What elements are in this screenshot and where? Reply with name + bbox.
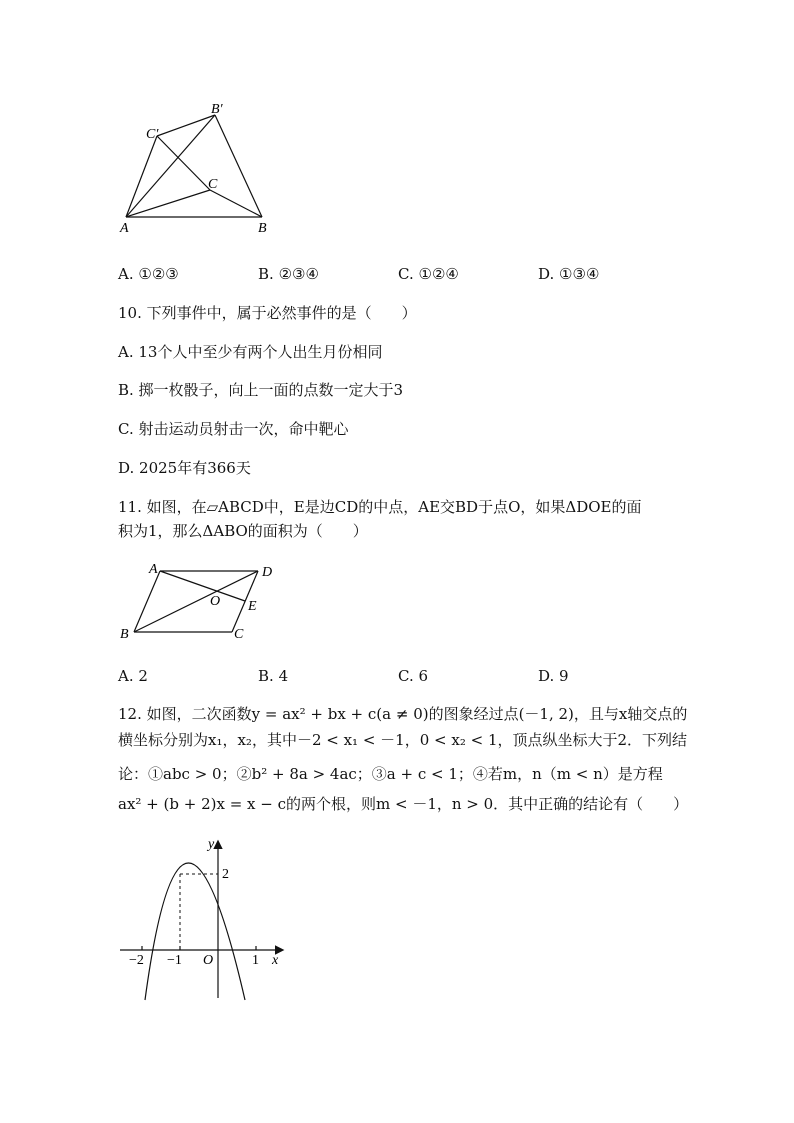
x-axis-label: x	[272, 953, 279, 968]
tick-label-1: 1	[252, 953, 259, 968]
option-c[interactable]: C. 6	[398, 667, 429, 685]
option-d[interactable]: D. 9	[538, 667, 569, 685]
option-d[interactable]: D. ①③④	[538, 265, 600, 283]
label-C: C	[208, 177, 218, 192]
label-D: D	[262, 565, 273, 580]
q11-stem-line2: 积为1，那么ΔABO的面积为（ ）	[118, 522, 368, 540]
parabola-graph	[112, 830, 292, 1002]
origin-label: O	[203, 953, 214, 968]
tick-label-neg2: −2	[129, 953, 144, 968]
option-c[interactable]: C. ①②④	[398, 265, 459, 283]
label-A: A	[120, 221, 129, 236]
q10-option-a[interactable]: A. 13个人中至少有两个人出生月份相同	[118, 343, 383, 361]
q12-stem-line2: 横坐标分别为x₁，x₂，其中－2 < x₁ < －1，0 < x₂ < 1，顶点纵坐标大于2．下列结	[118, 731, 688, 749]
q11-stem-line1: 11. 如图，在▱ABCD中，E是边CD的中点，AE交BD于点O，如果ΔDOE的面	[118, 498, 642, 516]
q10-option-c[interactable]: C. 射击运动员射击一次，命中靶心	[118, 420, 349, 438]
parallelogram-figure	[112, 556, 282, 648]
option-b[interactable]: B. ②③④	[258, 265, 319, 283]
label-C-prime: C′	[146, 127, 159, 142]
option-a[interactable]: A. ①②③	[118, 265, 179, 283]
y-value-label: 2	[222, 867, 229, 882]
label-B-prime: B′	[211, 102, 223, 117]
q10-stem: 10. 下列事件中，属于必然事件的是（ ）	[118, 304, 417, 322]
label-B: B	[258, 221, 267, 236]
label-O: O	[210, 594, 221, 609]
label-E: E	[248, 599, 257, 614]
option-b[interactable]: B. 4	[258, 667, 289, 685]
tick-label-neg1: −1	[167, 953, 182, 968]
q12-stem-line1: 12. 如图，二次函数y = ax² + bx + c(a ≠ 0)的图象经过点(－1, 2)，且与x轴交点的	[118, 705, 688, 723]
label-C: C	[234, 627, 244, 642]
q10-option-d[interactable]: D. 2025年有366天	[118, 459, 251, 477]
option-a[interactable]: A. 2	[118, 667, 148, 685]
q12-stem-line4: ax² + (b + 2)x = x − c的两个根，则m < －1，n > 0．其中正确的结论有（ ）	[118, 795, 689, 813]
q12-stem-line3: 论：①abc > 0；②b² + 8a > 4ac；③a + c < 1；④若m，n（m < n）是方程	[118, 765, 663, 783]
label-A: A	[149, 562, 158, 577]
q10-option-b[interactable]: B. 掷一枚骰子，向上一面的点数一定大于3	[118, 381, 404, 399]
y-axis-label: y	[208, 837, 215, 852]
label-B: B	[120, 627, 129, 642]
triangle-figure	[110, 96, 280, 241]
